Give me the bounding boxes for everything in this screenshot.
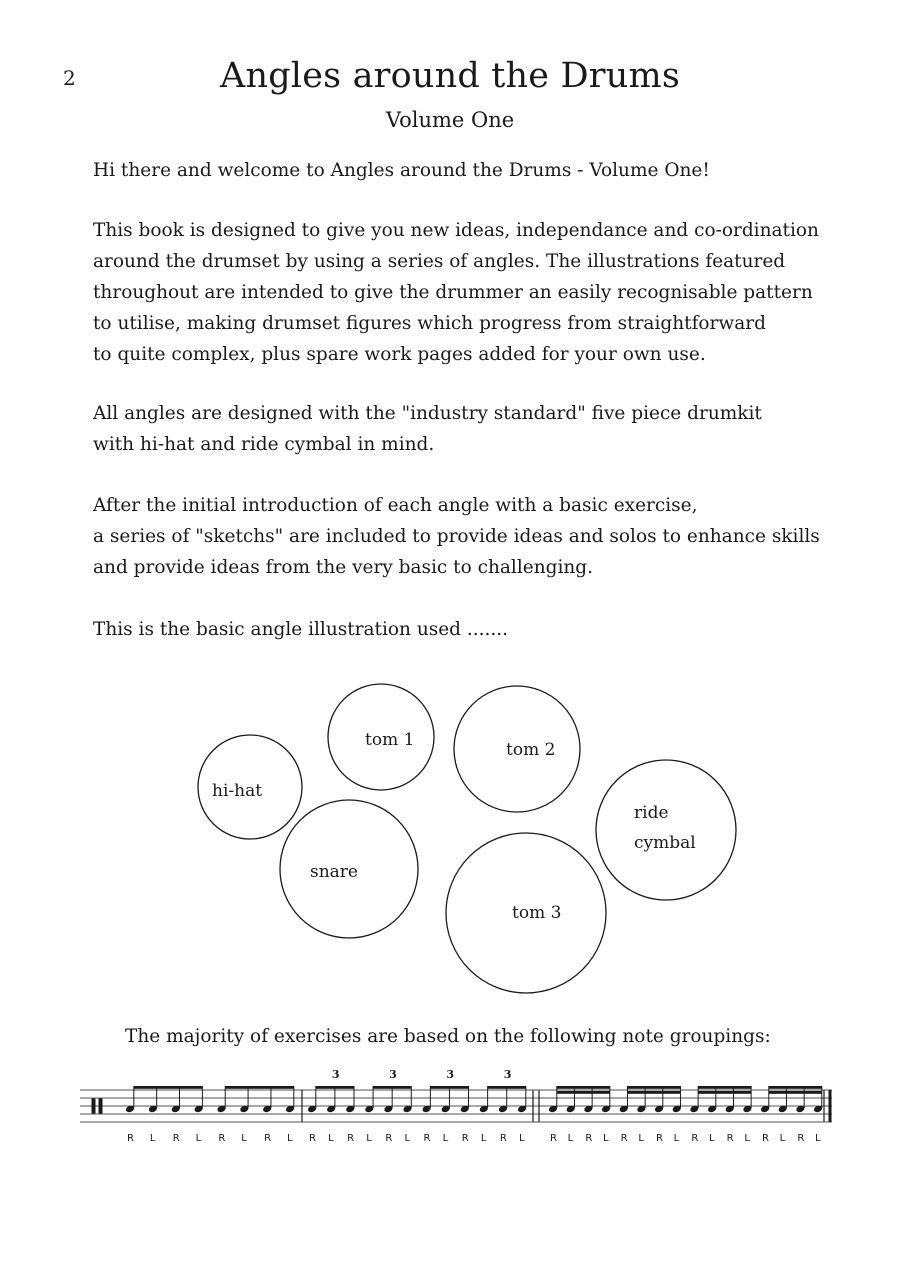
sticking-letter: L — [673, 1133, 680, 1144]
welcome-paragraph — [93, 155, 833, 186]
sticking-letter: R — [385, 1133, 393, 1144]
ride-circle — [596, 760, 736, 900]
note-head — [760, 1105, 770, 1114]
note-head — [636, 1105, 646, 1114]
sticking-letter: L — [815, 1133, 821, 1144]
note-head — [619, 1105, 629, 1114]
snare-label: snare — [310, 862, 358, 882]
note-head — [345, 1105, 355, 1114]
sticking-letter: L — [744, 1133, 750, 1144]
note-beam — [134, 1086, 203, 1089]
note-beam — [627, 1091, 680, 1094]
sticking-letter: L — [366, 1133, 372, 1144]
sticking-letter: R — [585, 1133, 593, 1144]
note-head — [583, 1105, 593, 1114]
note-beam — [769, 1086, 822, 1089]
note-head — [813, 1105, 823, 1114]
page-number: 2 — [63, 66, 76, 90]
note-head — [725, 1105, 735, 1114]
note-head — [689, 1105, 699, 1114]
triplet-mark: 3 — [503, 1068, 512, 1081]
page-subtitle: Volume One — [385, 108, 515, 132]
sticking-letter: R — [461, 1133, 469, 1144]
note-head — [239, 1105, 249, 1114]
sticking-letter: L — [442, 1133, 449, 1144]
note-head — [125, 1105, 135, 1114]
para3-line-3: and provide ideas from the very basic to challenging. — [93, 557, 594, 578]
note-head — [383, 1105, 393, 1114]
sticking-letter: L — [779, 1133, 786, 1144]
sticking-letter: L — [241, 1133, 247, 1144]
sticking-letter: R — [423, 1133, 431, 1144]
page-title: Angles around the Drums — [219, 56, 681, 96]
note-head — [148, 1105, 158, 1114]
note-head — [742, 1105, 752, 1114]
sticking-letter: R — [762, 1133, 769, 1144]
note-head — [364, 1105, 374, 1114]
hihat-label: hi-hat — [212, 781, 263, 801]
note-head — [498, 1105, 508, 1114]
note-head — [285, 1105, 295, 1114]
sticking-letter: R — [550, 1133, 557, 1144]
triplet-mark: 3 — [446, 1068, 455, 1081]
sticking-letter: R — [656, 1133, 663, 1144]
tom1-circle — [328, 684, 434, 790]
note-head — [441, 1105, 451, 1114]
sticking-letter: L — [638, 1133, 644, 1144]
para1-line-3: throughout are intended to give the drummer an easily recognisable pattern — [93, 282, 813, 303]
note-head — [326, 1105, 336, 1114]
note-beam — [698, 1086, 751, 1089]
sticking-letter: R — [309, 1133, 316, 1144]
tom2-circle — [454, 686, 580, 812]
para1-line-4: to utilise, making drumset figures which progress from straightforward — [93, 313, 766, 334]
tom3-circle — [446, 833, 606, 993]
sticking-letter: L — [328, 1133, 334, 1144]
sticking-letter: L — [149, 1133, 156, 1144]
note-beam — [698, 1091, 751, 1094]
note-head — [654, 1105, 664, 1114]
note-beam — [557, 1086, 610, 1089]
para1-line-2: around the drumset by using a series of angles. The illustrations featured — [93, 251, 786, 272]
note-beam — [430, 1086, 468, 1089]
note-head — [171, 1105, 181, 1114]
percussion-clef-bar — [92, 1099, 95, 1113]
note-beam — [225, 1086, 294, 1089]
para1-line-1: This book is designed to give you new ideas, independance and co-ordination — [93, 220, 819, 241]
note-beam — [373, 1086, 411, 1089]
note-head — [194, 1105, 204, 1114]
sticking-letter: L — [519, 1133, 525, 1144]
percussion-clef-bar — [99, 1099, 102, 1113]
sticking-letter: L — [709, 1133, 715, 1144]
note-beam — [488, 1086, 526, 1089]
para2-line-2: with hi-hat and ride cymbal in mind. — [93, 434, 435, 455]
sticking-letter: R — [620, 1133, 628, 1144]
triplet-mark: 3 — [331, 1068, 340, 1081]
tom1-label: tom 1 — [365, 730, 415, 750]
note-head — [402, 1105, 412, 1114]
sticking-letter: R — [347, 1133, 355, 1144]
welcome-line: Hi there and welcome to Angles around the Drums - Volume One! — [93, 160, 710, 181]
sticking-letter: R — [691, 1133, 699, 1144]
intro-paragraph-2 — [93, 398, 833, 460]
sticking-letter: L — [287, 1133, 293, 1144]
para3-line-1: After the initial introduction of each angle with a basic exercise, — [93, 495, 698, 516]
sticking-letter: L — [195, 1133, 202, 1144]
sticking-letter: L — [404, 1133, 411, 1144]
note-head — [479, 1105, 489, 1114]
intro-paragraph-3 — [93, 490, 833, 583]
sticking-letter: L — [567, 1133, 574, 1144]
sticking-letter: R — [797, 1133, 805, 1144]
note-head — [707, 1105, 717, 1114]
intro-paragraph-1 — [93, 215, 833, 370]
note-beam — [557, 1091, 610, 1094]
sticking-letter: R — [499, 1133, 507, 1144]
para3-line-2: a series of "sketchs" are included to provide ideas and solos to enhance skills — [93, 526, 820, 547]
sticking-letter: R — [264, 1133, 272, 1144]
sticking-letter: R — [218, 1133, 226, 1144]
note-head — [422, 1105, 432, 1114]
note-beam — [316, 1086, 354, 1089]
ride-label-line-1: ride — [634, 803, 669, 823]
note-head — [307, 1105, 317, 1114]
ride-label-line-2: cymbal — [634, 833, 696, 853]
sticking-letter: R — [127, 1133, 134, 1144]
note-head — [566, 1105, 576, 1114]
tom2-label: tom 2 — [506, 740, 556, 760]
note-head — [262, 1105, 272, 1114]
triplet-mark: 3 — [389, 1068, 397, 1081]
note-head — [601, 1105, 611, 1114]
sticking-letter: R — [726, 1133, 734, 1144]
note-head — [795, 1105, 805, 1114]
note-beam — [627, 1086, 680, 1089]
illustration-intro-line: This is the basic angle illustration used ....... — [93, 619, 509, 640]
note-head — [548, 1105, 558, 1114]
tom3-label: tom 3 — [512, 903, 562, 923]
hihat-circle — [198, 735, 302, 839]
para1-line-5: to quite complex, plus spare work pages added for your own use. — [93, 344, 706, 365]
note-head — [778, 1105, 788, 1114]
snare-circle — [280, 800, 418, 938]
para2-line-1: All angles are designed with the "industry standard" five piece drumkit — [93, 403, 762, 424]
note-head — [517, 1105, 527, 1114]
note-head — [672, 1105, 682, 1114]
note-head — [216, 1105, 226, 1114]
sticking-letter: R — [172, 1133, 180, 1144]
note-head — [460, 1105, 470, 1114]
sticking-letter: L — [603, 1133, 609, 1144]
sticking-letter: L — [480, 1133, 487, 1144]
note-beam — [769, 1091, 822, 1094]
grouping-caption: The majority of exercises are based on the following note groupings: — [125, 1026, 771, 1047]
illustration-intro — [93, 614, 833, 645]
